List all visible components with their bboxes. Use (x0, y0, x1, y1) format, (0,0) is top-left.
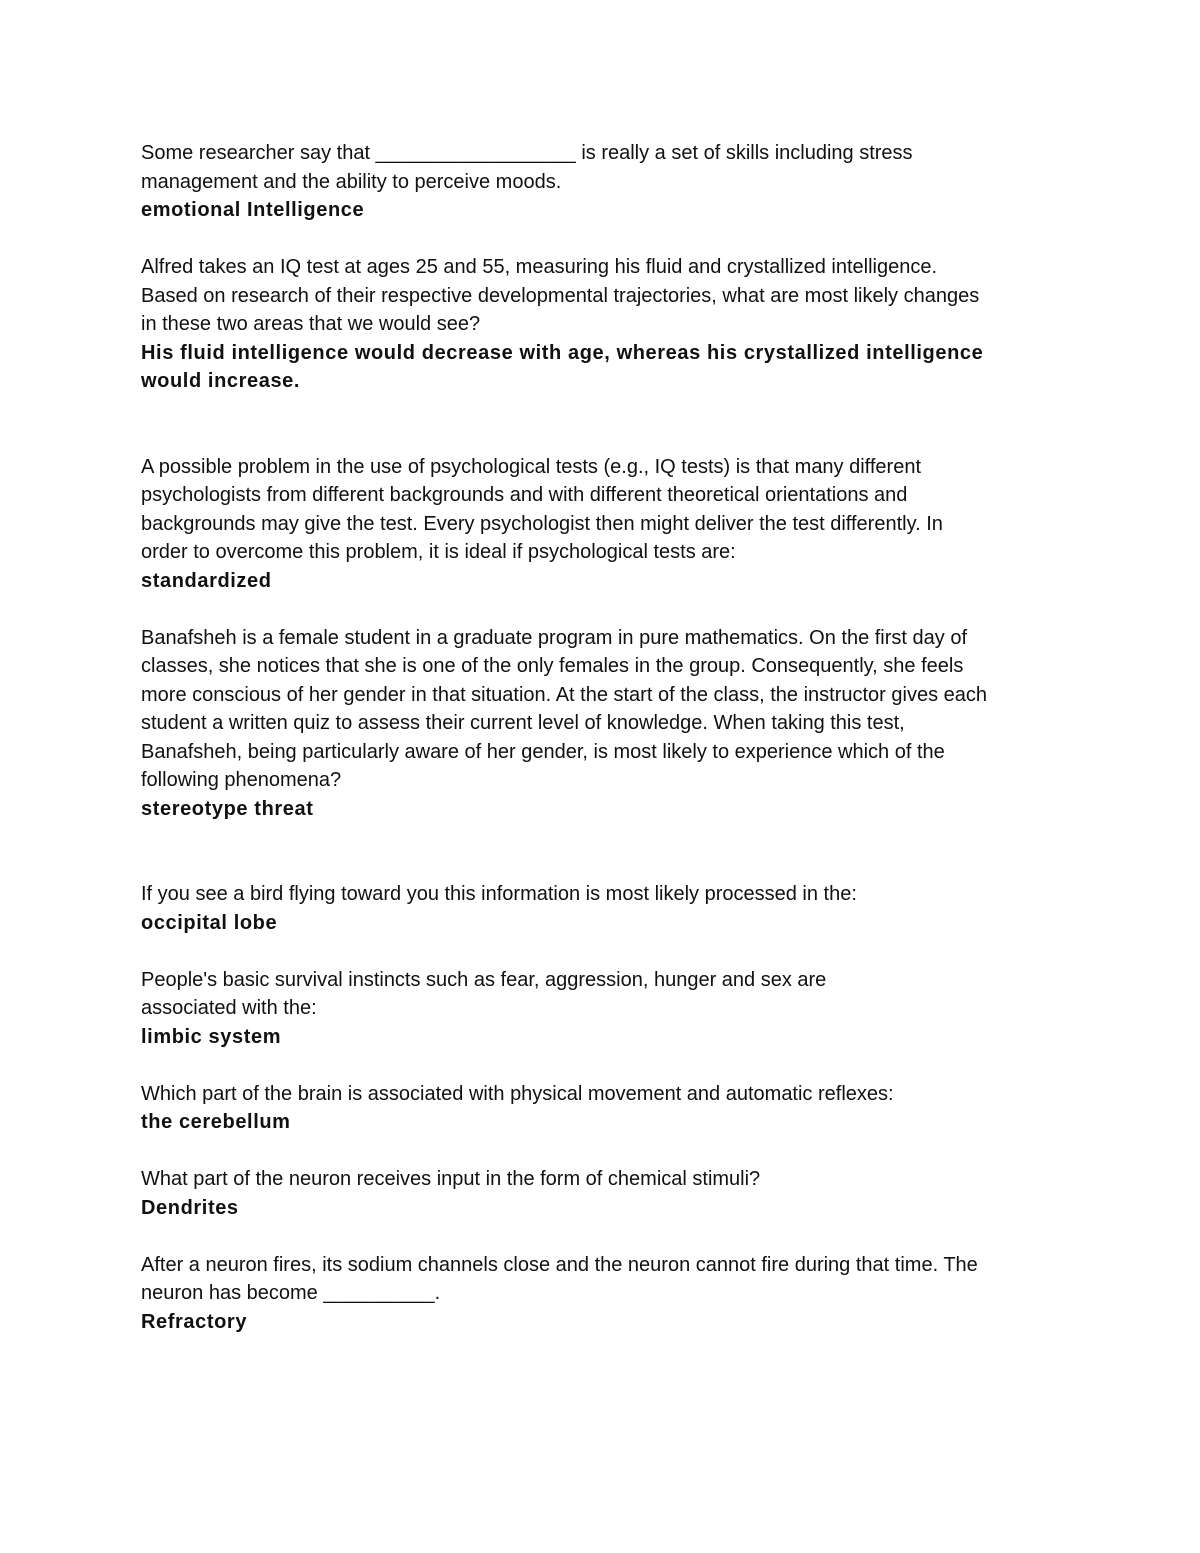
qa-item (141, 1251, 1061, 1337)
answer-text: Refractory (141, 1310, 248, 1333)
spacer (141, 225, 1061, 254)
answer-text: standardized (141, 569, 272, 592)
answer-text: the cerebellum (141, 1111, 291, 1133)
qa-item (141, 1080, 1061, 1137)
spacer (141, 595, 1061, 624)
answer-text: limbic system (141, 1025, 282, 1048)
qa-item (141, 1165, 1061, 1222)
answer-text: occipital lobe (141, 911, 278, 934)
question-text: Some researcher say that __________________ is really a set of skills including stress management and the ability to perceive moods. (141, 142, 913, 193)
question-text: After a neuron fires, its sodium channels close and the neuron cannot fire during that time. The neuron has become __________. (141, 1253, 978, 1304)
answer-text: His fluid intelligence would decrease with age, whereas his crystallized intelligence would increase. (141, 341, 984, 392)
document-page (141, 139, 1061, 1336)
qa-item (141, 253, 1061, 396)
answer-text: stereotype threat (141, 797, 314, 820)
answer-text: Dendrites (141, 1196, 239, 1219)
question-text: Alfred takes an IQ test at ages 25 and 55, measuring his fluid and crystallized intelligence. Based on research of their respective developmental trajectories, what are most likely changes in these two areas that we would see? (141, 256, 980, 335)
qa-item (141, 624, 1061, 824)
question-text: If you see a bird flying toward you this information is most likely processed in the: (141, 883, 857, 905)
spacer (141, 823, 1061, 880)
qa-item (141, 139, 1061, 225)
answer-text: emotional Intelligence (141, 199, 365, 221)
qa-item (141, 453, 1061, 596)
qa-item (141, 880, 1061, 937)
qa-item (141, 966, 1061, 1052)
question-text: What part of the neuron receives input in the form of chemical stimuli? (141, 1168, 761, 1190)
spacer (141, 1137, 1061, 1166)
question-text: People's basic survival instincts such as fear, aggression, hunger and sex are associated with the: (141, 968, 827, 1019)
spacer (141, 937, 1061, 966)
question-text: Banafsheh is a female student in a graduate program in pure mathematics. On the first day of classes, she notices that she is one of the only females in the group. Consequently, she feels more conscious of her gender in that situation. At the start of the class, the instructor gives each student a written quiz to assess their current level of knowledge. When taking this test, Banafsheh, being particularly aware of her gender, is most likely to experience which of the following phenomena? (141, 626, 988, 791)
question-text: Which part of the brain is associated with physical movement and automatic reflexes: (141, 1082, 894, 1105)
spacer (141, 396, 1061, 453)
spacer (141, 1222, 1061, 1251)
question-text: A possible problem in the use of psychological tests (e.g., IQ tests) is that many different psychologists from different backgrounds and with different theoretical orientations and backgrounds may give the test. Every psychologist then might deliver the test differently. In order to overcome this problem, it is ideal if psychological tests are: (141, 455, 943, 563)
spacer (141, 1051, 1061, 1080)
